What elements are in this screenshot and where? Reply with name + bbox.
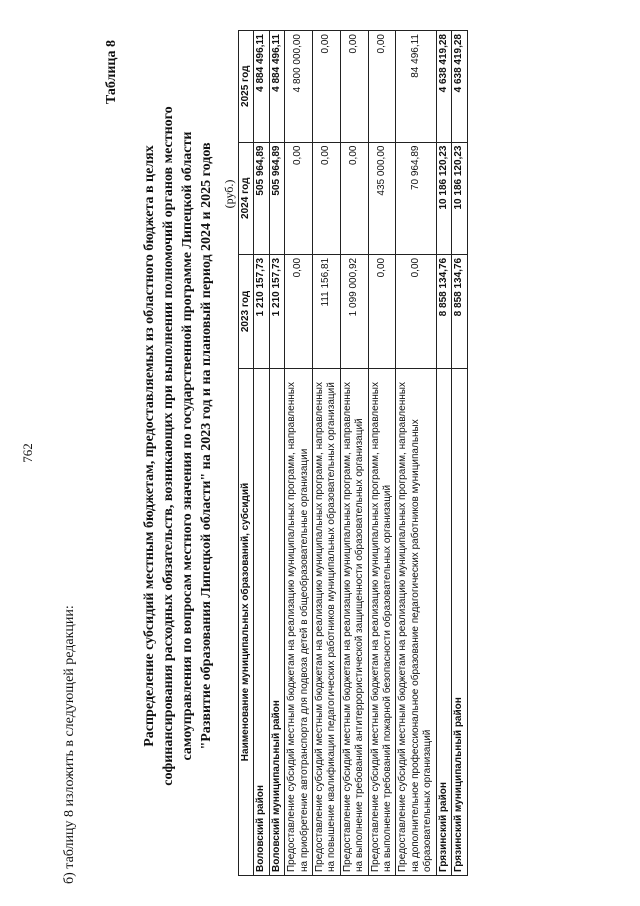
row-value-2023: 111 156,81 bbox=[313, 254, 341, 368]
row-value-2023: 1 099 000,92 bbox=[340, 254, 368, 368]
row-value-2023: 1 210 157,73 bbox=[254, 254, 269, 368]
table-row bbox=[285, 31, 313, 876]
row-value-2023: 8 858 134,76 bbox=[452, 254, 467, 368]
page-number: 762 bbox=[20, 443, 35, 463]
row-value-2025: 0,00 bbox=[368, 31, 396, 143]
row-value-2023: 0,00 bbox=[396, 254, 436, 368]
row-value-2025: 84 496,11 bbox=[396, 31, 436, 143]
row-value-2023: 8 858 134,76 bbox=[436, 254, 451, 368]
row-name: Предоставление субсидий местным бюджетам на реализацию муниципальных программ, направленных на выполнение требований антитеррористической защищенности образовательных организаций bbox=[340, 368, 368, 875]
table-row bbox=[269, 31, 284, 876]
column-header-2023: 2023 год bbox=[239, 254, 254, 368]
row-name: Грязинский район bbox=[436, 368, 451, 875]
table-label: Таблица 8 bbox=[104, 40, 119, 105]
row-value-2024: 0,00 bbox=[313, 142, 341, 254]
row-value-2024: 0,00 bbox=[340, 142, 368, 254]
column-header-name: Наименование муниципальных образований, субсидий bbox=[239, 368, 254, 875]
row-value-2025: 0,00 bbox=[313, 31, 341, 143]
units-label: (руб.) bbox=[222, 179, 236, 209]
table-row bbox=[396, 31, 436, 876]
column-header-2024: 2024 год bbox=[239, 142, 254, 254]
row-value-2024: 10 186 120,23 bbox=[452, 142, 467, 254]
table-heading: Распределение субсидий местным бюджетам, предоставляемых из областного бюджета в целях софинансирования расходных обязательств, возникающих при выполнении полномочий органов местного самоуправления по вопросам местного значения по государственной программе Липецкой области "Развитие образования Липецкой области" на 2023 год и на плановый период 2024 и 2025 годов bbox=[142, 106, 214, 786]
row-value-2025: 0,00 bbox=[340, 31, 368, 143]
row-value-2023: 0,00 bbox=[368, 254, 396, 368]
row-value-2024: 70 964,89 bbox=[396, 142, 436, 254]
row-value-2025: 4 638 419,28 bbox=[452, 31, 467, 143]
row-name: Грязинский муниципальный район bbox=[452, 368, 467, 875]
row-value-2024: 435 000,00 bbox=[368, 142, 396, 254]
table-row bbox=[368, 31, 396, 876]
row-value-2025: 4 884 496,11 bbox=[254, 31, 269, 143]
column-header-2025: 2025 год bbox=[239, 31, 254, 143]
row-name: Предоставление субсидий местным бюджетам на реализацию муниципальных программ, направленных на выполнение требований пожарной безопасности образовательных организаций bbox=[368, 368, 396, 875]
subsidy-table bbox=[238, 30, 468, 876]
row-name: Воловский муниципальный район bbox=[269, 368, 284, 875]
row-value-2024: 505 964,89 bbox=[269, 142, 284, 254]
table-row bbox=[452, 31, 467, 876]
table-header-row bbox=[239, 31, 254, 876]
intro-text: б) таблицу 8 изложить в следующей редакции: bbox=[62, 605, 77, 884]
row-name: Предоставление субсидий местным бюджетам на реализацию муниципальных программ, направленных на приобретение автотранспорта для подвоза детей в общеобразовательные организации bbox=[285, 368, 313, 875]
table-row bbox=[340, 31, 368, 876]
row-name: Воловский район bbox=[254, 368, 269, 875]
row-name: Предоставление субсидий местным бюджетам на реализацию муниципальных программ, направленных на дополнительное профессиональное образование педагогических работников муниципальных образовательных организаций bbox=[396, 368, 436, 875]
row-value-2025: 4 800 000,00 bbox=[285, 31, 313, 143]
table-row bbox=[436, 31, 451, 876]
row-name: Предоставление субсидий местным бюджетам на реализацию муниципальных программ, направленных на повышение квалификации педагогических работников муниципальных образовательных организаций bbox=[313, 368, 341, 875]
table-row bbox=[254, 31, 269, 876]
row-value-2023: 1 210 157,73 bbox=[269, 254, 284, 368]
row-value-2025: 4 638 419,28 bbox=[436, 31, 451, 143]
row-value-2023: 0,00 bbox=[285, 254, 313, 368]
row-value-2024: 0,00 bbox=[285, 142, 313, 254]
row-value-2024: 505 964,89 bbox=[254, 142, 269, 254]
row-value-2024: 10 186 120,23 bbox=[436, 142, 451, 254]
table-row bbox=[313, 31, 341, 876]
row-value-2025: 4 884 496,11 bbox=[269, 31, 284, 143]
